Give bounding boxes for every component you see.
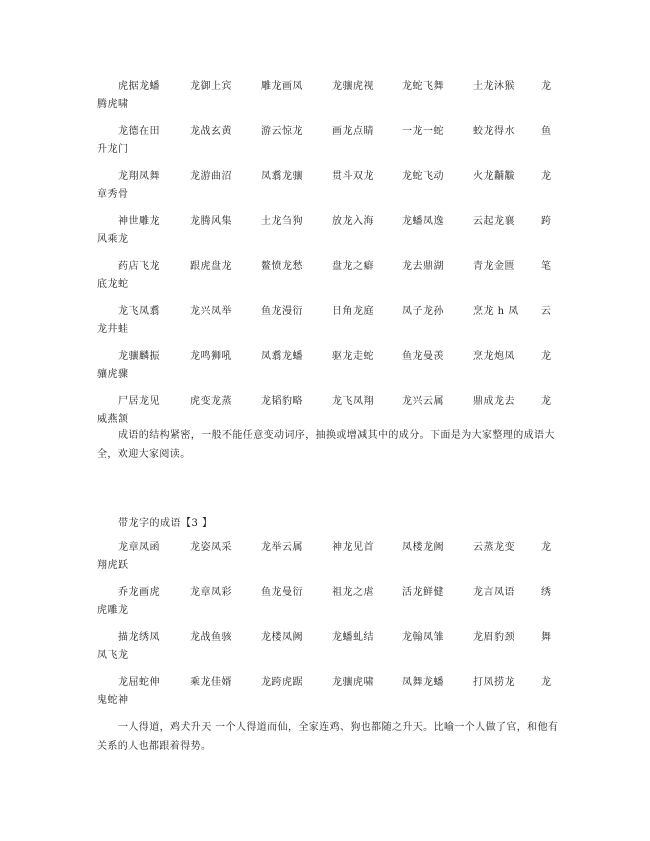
idiom: 龙举云属 (261, 542, 303, 553)
idiom: 凤舞龙蟠 (402, 677, 444, 688)
idiom: 青龙金匮 (473, 261, 515, 272)
idiom: 描龙绣凤 (118, 632, 160, 643)
idiom: 龙蛇飞舞 (402, 81, 444, 92)
idiom-row (97, 212, 555, 252)
idiom: 龙德在田 (118, 126, 160, 137)
idiom: 鳌愤龙愁 (261, 261, 303, 272)
idiom: 龙飞凤翥 (118, 306, 160, 317)
idiom: 烹龙 h 凤 (473, 306, 519, 317)
idiom: 盘龙之癖 (332, 261, 374, 272)
idiom: 龙御上宾 (190, 81, 232, 92)
idiom: 虎据龙蟠 (118, 81, 160, 92)
idiom: 龙言凤语 (473, 587, 515, 598)
idiom: 云蒸龙变 (473, 542, 515, 553)
idiom: 龙游曲沼 (190, 171, 232, 182)
idiom-row (97, 122, 555, 162)
idiom: 一龙一蛇 (402, 126, 444, 137)
idiom: 龙战玄黄 (190, 126, 232, 137)
idiom: 龙鸣狮吼 (190, 351, 232, 362)
idiom-start: 跨 (541, 216, 552, 227)
idiom-start: 龙 (541, 677, 552, 688)
idiom: 活龙鲜健 (402, 587, 444, 598)
idiom-row (97, 583, 555, 623)
idiom: 龙跨虎踞 (261, 677, 303, 688)
idiom: 龙韬豹略 (261, 396, 303, 407)
idiom: 凤楼龙阙 (402, 542, 444, 553)
idiom: 打凤捞龙 (473, 677, 515, 688)
idiom: 龙屈蛇伸 (118, 677, 160, 688)
idiom: 画龙点睛 (332, 126, 374, 137)
idiom: 放龙入海 (332, 216, 374, 227)
idiom-start: 鱼 (541, 126, 552, 137)
idiom: 龙楼凤阙 (261, 632, 303, 643)
idiom-start: 舞 (541, 632, 552, 643)
idiom-continuation: 虎雕龙 (97, 605, 129, 616)
section-heading: 带龙字的成语【3 】 (118, 518, 213, 529)
idiom: 乘龙佳婿 (190, 677, 232, 688)
idiom: 龙蛇飞动 (402, 171, 444, 182)
idiom: 神龙见首 (332, 542, 374, 553)
idiom: 龙翰凤雏 (402, 632, 444, 643)
idiom: 乔龙画虎 (118, 587, 160, 598)
idiom-continuation: 凤飞龙 (97, 650, 129, 661)
idiom: 龙骧虎啸 (332, 677, 374, 688)
idiom: 尸居龙见 (118, 396, 160, 407)
idiom: 龙蟠虬结 (332, 632, 374, 643)
idiom: 土龙沐猴 (473, 81, 515, 92)
idiom: 龙腾风集 (190, 216, 232, 227)
idiom: 龙骧虎视 (332, 81, 374, 92)
idiom: 祖龙之虐 (332, 587, 374, 598)
idiom: 跟虎盘龙 (190, 261, 232, 272)
idiom-continuation: 腾虎啸 (97, 99, 129, 110)
idiom: 凤翥龙蟠 (261, 351, 303, 362)
idiom-row (97, 167, 555, 207)
idiom: 驱龙走蛇 (332, 351, 374, 362)
idiom: 火龙黼黻 (473, 171, 515, 182)
idiom: 神世雕龙 (118, 216, 160, 227)
idiom: 龙章凤彩 (190, 587, 232, 598)
idiom-row (97, 673, 555, 713)
idiom: 贯斗双龙 (332, 171, 374, 182)
idiom: 日角龙庭 (332, 306, 374, 317)
idiom-start: 龙 (541, 396, 552, 407)
idiom: 云起龙襄 (473, 216, 515, 227)
idiom-start: 龙 (541, 171, 552, 182)
idiom-continuation: 骧虎骤 (97, 369, 129, 380)
idiom-continuation: 威燕颔 (97, 414, 129, 425)
idiom-row (97, 347, 555, 387)
idiom: 龙翔凤舞 (118, 171, 160, 182)
idiom: 蛟龙得水 (473, 126, 515, 137)
idiom: 龙去鼎湖 (402, 261, 444, 272)
idiom-continuation: 翔虎跃 (97, 560, 129, 571)
idiom-continuation: 升龙门 (97, 144, 129, 155)
idiom-start: 龙 (541, 351, 552, 362)
idiom: 虎变龙蒸 (190, 396, 232, 407)
closing-paragraph: 一人得道，鸡犬升天 一个人得道而仙，全家连鸡、狗也都随之升天。比喻一个人做了官，和他有关系的人也都跟着得势。 (97, 722, 559, 752)
idiom: 烹龙炮凤 (473, 351, 515, 362)
idiom-row (97, 302, 555, 342)
idiom: 游云惊龙 (261, 126, 303, 137)
idiom-start: 笔 (541, 261, 552, 272)
idiom-start: 龙 (541, 542, 552, 553)
idiom: 龙兴云属 (402, 396, 444, 407)
idiom-continuation: 风乘龙 (97, 234, 129, 245)
idiom: 龙飞凤翔 (332, 396, 374, 407)
idiom-continuation: 章秀骨 (97, 189, 129, 200)
idiom-continuation: 鬼蛇神 (97, 695, 129, 706)
idiom-start: 龙 (541, 81, 552, 92)
idiom: 药店飞龙 (118, 261, 160, 272)
idiom: 龙姿凤采 (190, 542, 232, 553)
idiom-row (97, 77, 555, 117)
idiom: 龙眉豹颈 (473, 632, 515, 643)
idiom-continuation: 龙井蛙 (97, 324, 129, 335)
idiom: 龙蟠凤逸 (402, 216, 444, 227)
idiom: 鼎成龙去 (473, 396, 515, 407)
idiom: 凤翥龙骧 (261, 171, 303, 182)
idiom-row (97, 538, 555, 578)
idiom: 龙兴凤举 (190, 306, 232, 317)
idiom: 土龙刍狗 (261, 216, 303, 227)
intro-paragraph: 成语的结构紧密，一般不能任意变动词序，抽换或增减其中的成分。下面是为大家整理的成语大全，欢迎大家阅读。 (97, 430, 555, 460)
idiom: 雕龙画凤 (261, 81, 303, 92)
idiom: 鱼龙漫衍 (261, 306, 303, 317)
idiom-row (97, 257, 555, 297)
idiom: 龙章凤函 (118, 542, 160, 553)
idiom-start: 绣 (541, 587, 552, 598)
idiom-start: 云 (541, 306, 552, 317)
idiom: 龙战鱼骇 (190, 632, 232, 643)
idiom-continuation: 底龙蛇 (97, 279, 129, 290)
idiom: 龙骧麟振 (118, 351, 160, 362)
idiom-row (97, 628, 555, 668)
idiom: 鱼龙曼衍 (261, 587, 303, 598)
idiom: 凤子龙孙 (402, 306, 444, 317)
idiom: 鱼龙曼羡 (402, 351, 444, 362)
